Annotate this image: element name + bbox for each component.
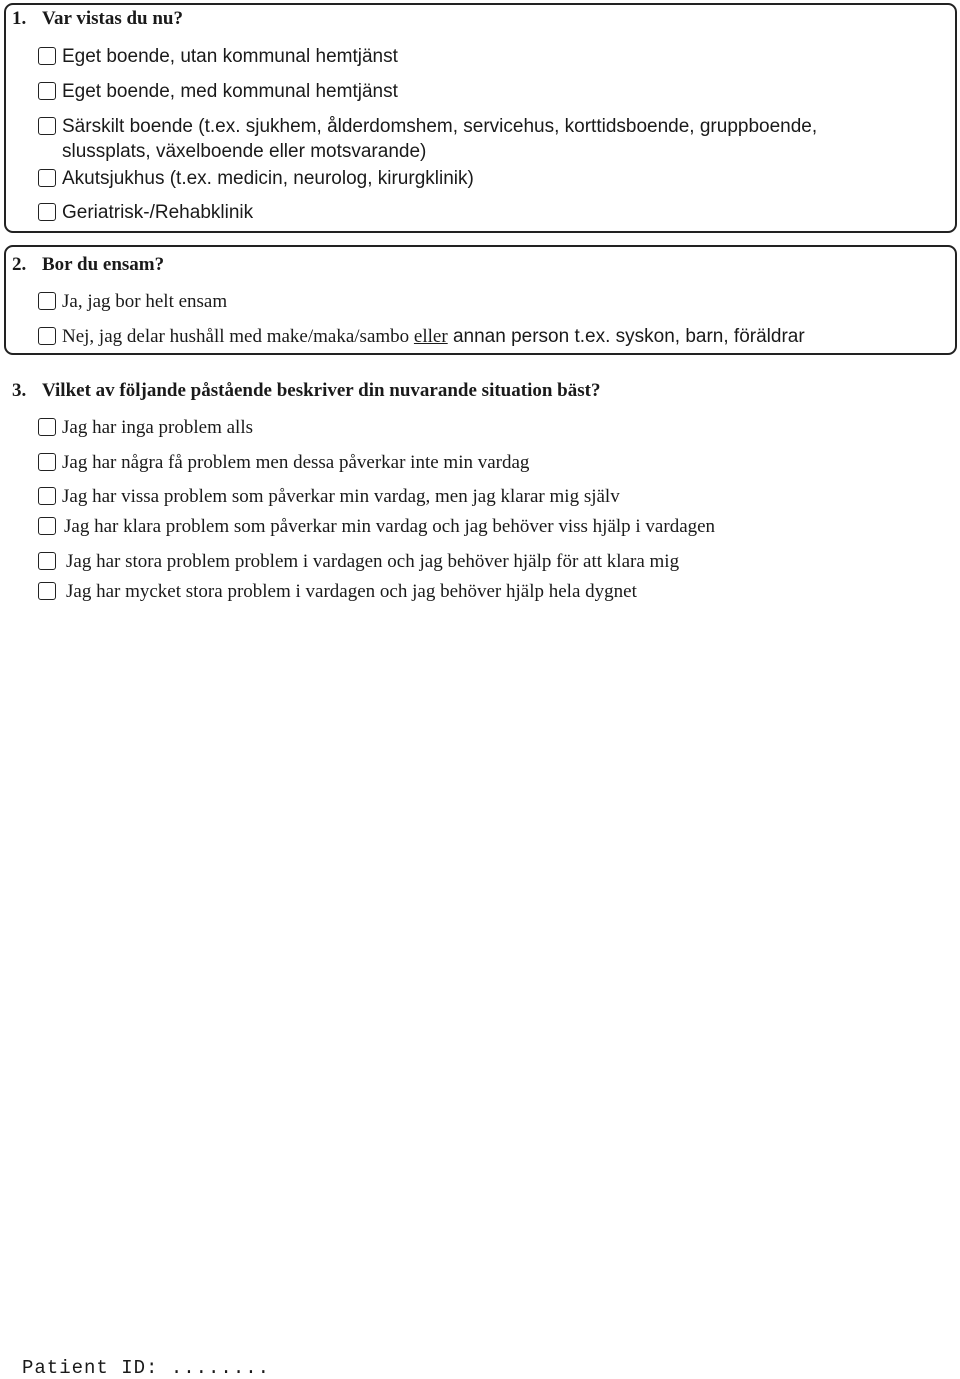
q3-option-3-checkbox[interactable] xyxy=(38,487,56,505)
question-3-text: Vilket av följande påstående beskriver din nuvarande situation bäst? xyxy=(42,380,601,401)
q1-option-2-checkbox[interactable] xyxy=(38,82,56,100)
q1-option-3-label: Särskilt boende (t.ex. sjukhem, ålderdomshem, servicehus, korttidsboende, gruppboende, xyxy=(62,116,818,137)
q3-option-5-checkbox[interactable] xyxy=(38,552,56,570)
q3-option-5-label: Jag har stora problem problem i vardagen och jag behöver hjälp för att klara mig xyxy=(66,551,680,572)
q2-option-2-text-end: annan person t.ex. syskon, barn, föräldrar xyxy=(447,326,805,347)
q2-option-1-label: Ja, jag bor helt ensam xyxy=(62,291,228,312)
q3-option-3-label: Jag har vissa problem som påverkar min vardag, men jag klarar mig själv xyxy=(62,486,620,507)
q1-option-4-label: Akutsjukhus (t.ex. medicin, neurolog, kirurgklinik) xyxy=(62,168,474,189)
q3-option-6-label: Jag har mycket stora problem i vardagen och jag behöver hjälp hela dygnet xyxy=(66,581,637,602)
question-2-text: Bor du ensam? xyxy=(42,254,165,275)
q3-option-2-checkbox[interactable] xyxy=(38,453,56,471)
q1-option-1-label: Eget boende, utan kommunal hemtjänst xyxy=(62,46,398,67)
question-1-number: 1. xyxy=(12,8,27,29)
patient-id-field: Patient ID: ........ xyxy=(22,1357,271,1379)
q1-option-2-label: Eget boende, med kommunal hemtjänst xyxy=(62,81,398,102)
q3-option-6-checkbox[interactable] xyxy=(38,582,56,600)
question-2-title xyxy=(12,254,164,276)
q3-option-4-label: Jag har klara problem som påverkar min vardag och jag behöver viss hjälp i vardagen xyxy=(64,516,716,537)
q1-option-1-checkbox[interactable] xyxy=(38,47,56,65)
question-1-text: Var vistas du nu? xyxy=(42,8,183,29)
q1-option-3-checkbox[interactable] xyxy=(38,117,56,135)
q3-option-2-label: Jag har några få problem men dessa påverkar inte min vardag xyxy=(62,452,530,473)
q3-option-4-checkbox[interactable] xyxy=(38,517,56,535)
question-3-number: 3. xyxy=(12,380,27,401)
q1-option-5-label: Geriatrisk-/Rehabklinik xyxy=(62,202,254,223)
q1-option-5-checkbox[interactable] xyxy=(38,203,56,221)
question-3-title xyxy=(12,380,600,402)
question-1-title xyxy=(12,8,183,30)
question-2-number: 2. xyxy=(12,254,27,275)
q2-option-1-checkbox[interactable] xyxy=(38,292,56,310)
q2-option-2-underlined-word: eller xyxy=(413,326,448,347)
q3-option-1-checkbox[interactable] xyxy=(38,418,56,436)
q2-option-2-checkbox[interactable] xyxy=(38,327,56,345)
q2-option-2-text-start: Nej, jag delar hushåll med make/maka/sambo xyxy=(62,326,414,347)
q1-option-4-checkbox[interactable] xyxy=(38,169,56,187)
q1-option-3-label-continued: slussplats, växelboende eller motsvarande) xyxy=(62,141,427,162)
q2-option-2-label xyxy=(62,324,805,349)
q3-option-1-label: Jag har inga problem alls xyxy=(62,417,254,438)
